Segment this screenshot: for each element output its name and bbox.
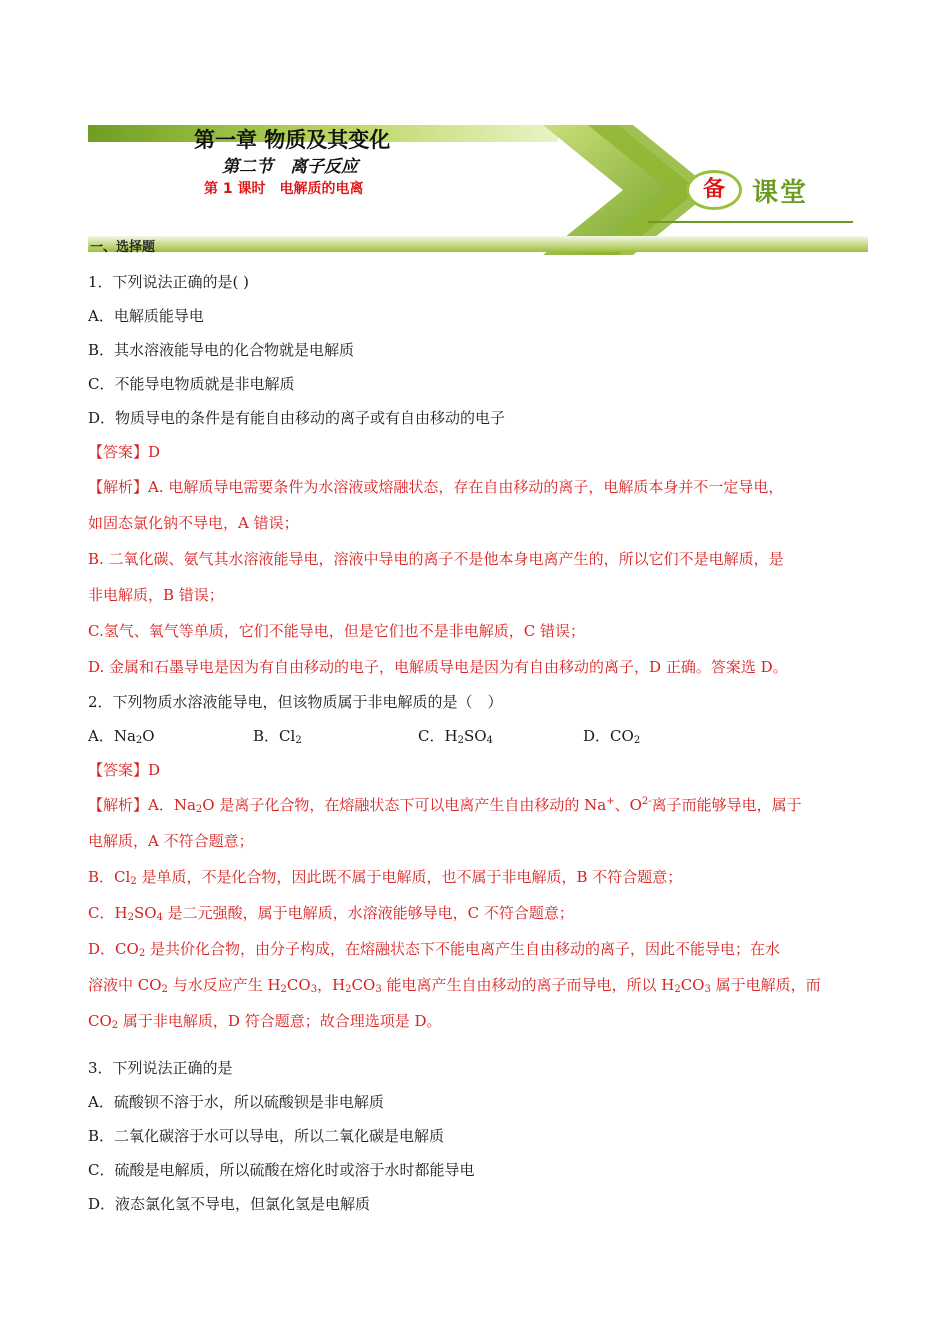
logo-text: 课堂 — [752, 178, 809, 208]
q2-explanation-5: D．$CO_2$ 是共价化合物，由分子构成，在熔融状态下不能电离产生自由移动的离子，因此不能导电；在水 — [88, 940, 780, 959]
q1-option-c: C．不能导电物质就是非电解质 — [88, 375, 295, 393]
q3-option-b: B．二氧化碳溶于水可以导电，所以二氧化碳是电解质 — [88, 1127, 445, 1145]
q2-option-c: C．$H_2SO_4$ — [418, 727, 493, 746]
q3-option-d: D．液态氯化氢不导电，但氯化氢是电解质 — [88, 1195, 371, 1213]
q1-explanation-3: B. 二氧化碳、氨气其水溶液能导电，溶液中导电的离子不是他本身电离产生的，所以它们不是电解质，是 — [88, 550, 784, 568]
q2-explanation-6: 溶液中 $CO_2$ 与水反应产生 $H_2CO_3$，$H_2CO_3$ 能电离产生自由移动的离子而导电，所以 $H_2CO_3$ 属于电解质，而 — [88, 976, 821, 995]
q2-explanation-2: 电解质，A 不符合题意； — [88, 832, 254, 850]
q2-option-d: D．$CO_2$ — [583, 727, 641, 746]
q1-explanation-4: 非电解质，B 错误； — [88, 586, 224, 604]
q1-answer: 【答案】D — [88, 443, 161, 461]
lesson-title: 第 1 课时 电解质的电离 — [204, 181, 364, 197]
part-title: 一、选择题 — [90, 240, 156, 255]
q3-option-a: A．硫酸钡不溶于水，所以硫酸钡是非电解质 — [88, 1093, 384, 1111]
q1-option-b: B．其水溶液能导电的化合物就是电解质 — [88, 341, 355, 359]
q2-exp-b-text: 是单质，不是化合物，因此既不属于电解质，也不属于非电解质，B 不符合题意； — [141, 868, 683, 886]
q1-explanation-2: 如固态氯化钠不导电，A 错误； — [88, 514, 299, 532]
q1-option-a: A．电解质能导电 — [88, 307, 204, 325]
logo-badge: 备 — [686, 170, 742, 210]
q1-option-d: D．物质导电的条件是有能自由移动的离子或有自由移动的电子 — [88, 409, 506, 427]
q2-explanation-3: B．$Cl_2$ 是单质，不是化合物，因此既不属于电解质，也不属于非电解质，B 不符合题意； — [88, 868, 683, 887]
chapter-title: 第一章 物质及其变化 — [194, 128, 391, 152]
q3-option-c: C．硫酸是电解质，所以硫酸在熔化时或溶于水时都能导电 — [88, 1161, 475, 1179]
section-title: 第二节 离子反应 — [222, 157, 358, 177]
q2-options — [88, 719, 868, 753]
q2-option-a: A．$Na_2O$ — [88, 727, 155, 746]
q2-option-b: B．$Cl_2$ — [253, 727, 302, 746]
q2-explanation-4: C．$H_2SO_4$ 是二元强酸，属于电解质，水溶液能够导电，C 不符合题意； — [88, 904, 574, 923]
q1-explanation-1: 【解析】A. 电解质导电需要条件为水溶液或熔融状态，存在自由移动的离子，电解质本身并不一定导电， — [88, 478, 784, 496]
q1-explanation-6: D. 金属和石墨导电是因为有自由移动的电子，电解质导电是因为有自由移动的离子，D 正确。答案选 D。 — [88, 658, 788, 676]
q2-answer: 【答案】D — [88, 761, 161, 779]
q3-stem: 3．下列说法正确的是 — [88, 1059, 233, 1077]
q1-explanation-5: C.氢气、氧气等单质，它们不能导电，但是它们也不是非电解质，C 错误； — [88, 622, 585, 640]
document-body — [88, 265, 868, 1221]
q2-explanation-1: 【解析】A．$Na_2O$ 是离子化合物，在熔融状态下可以电离产生自由移动的 Na+、$O^{2-}$离子而能够导电，属于 — [88, 796, 802, 815]
q2-stem: 2．下列物质水溶液能导电，但该物质属于非电解质的是（ ） — [88, 693, 503, 711]
q2-exp-c-text: 是二元强酸，属于电解质，水溶液能够导电，C 不符合题意； — [167, 904, 574, 922]
q1-stem: 1．下列说法正确的是( ) — [88, 273, 250, 291]
q2-explanation-7: $CO_2$ 属于非电解质，D 符合题意；故合理选项是 D。 — [88, 1012, 442, 1031]
part-title-bar — [88, 236, 868, 252]
